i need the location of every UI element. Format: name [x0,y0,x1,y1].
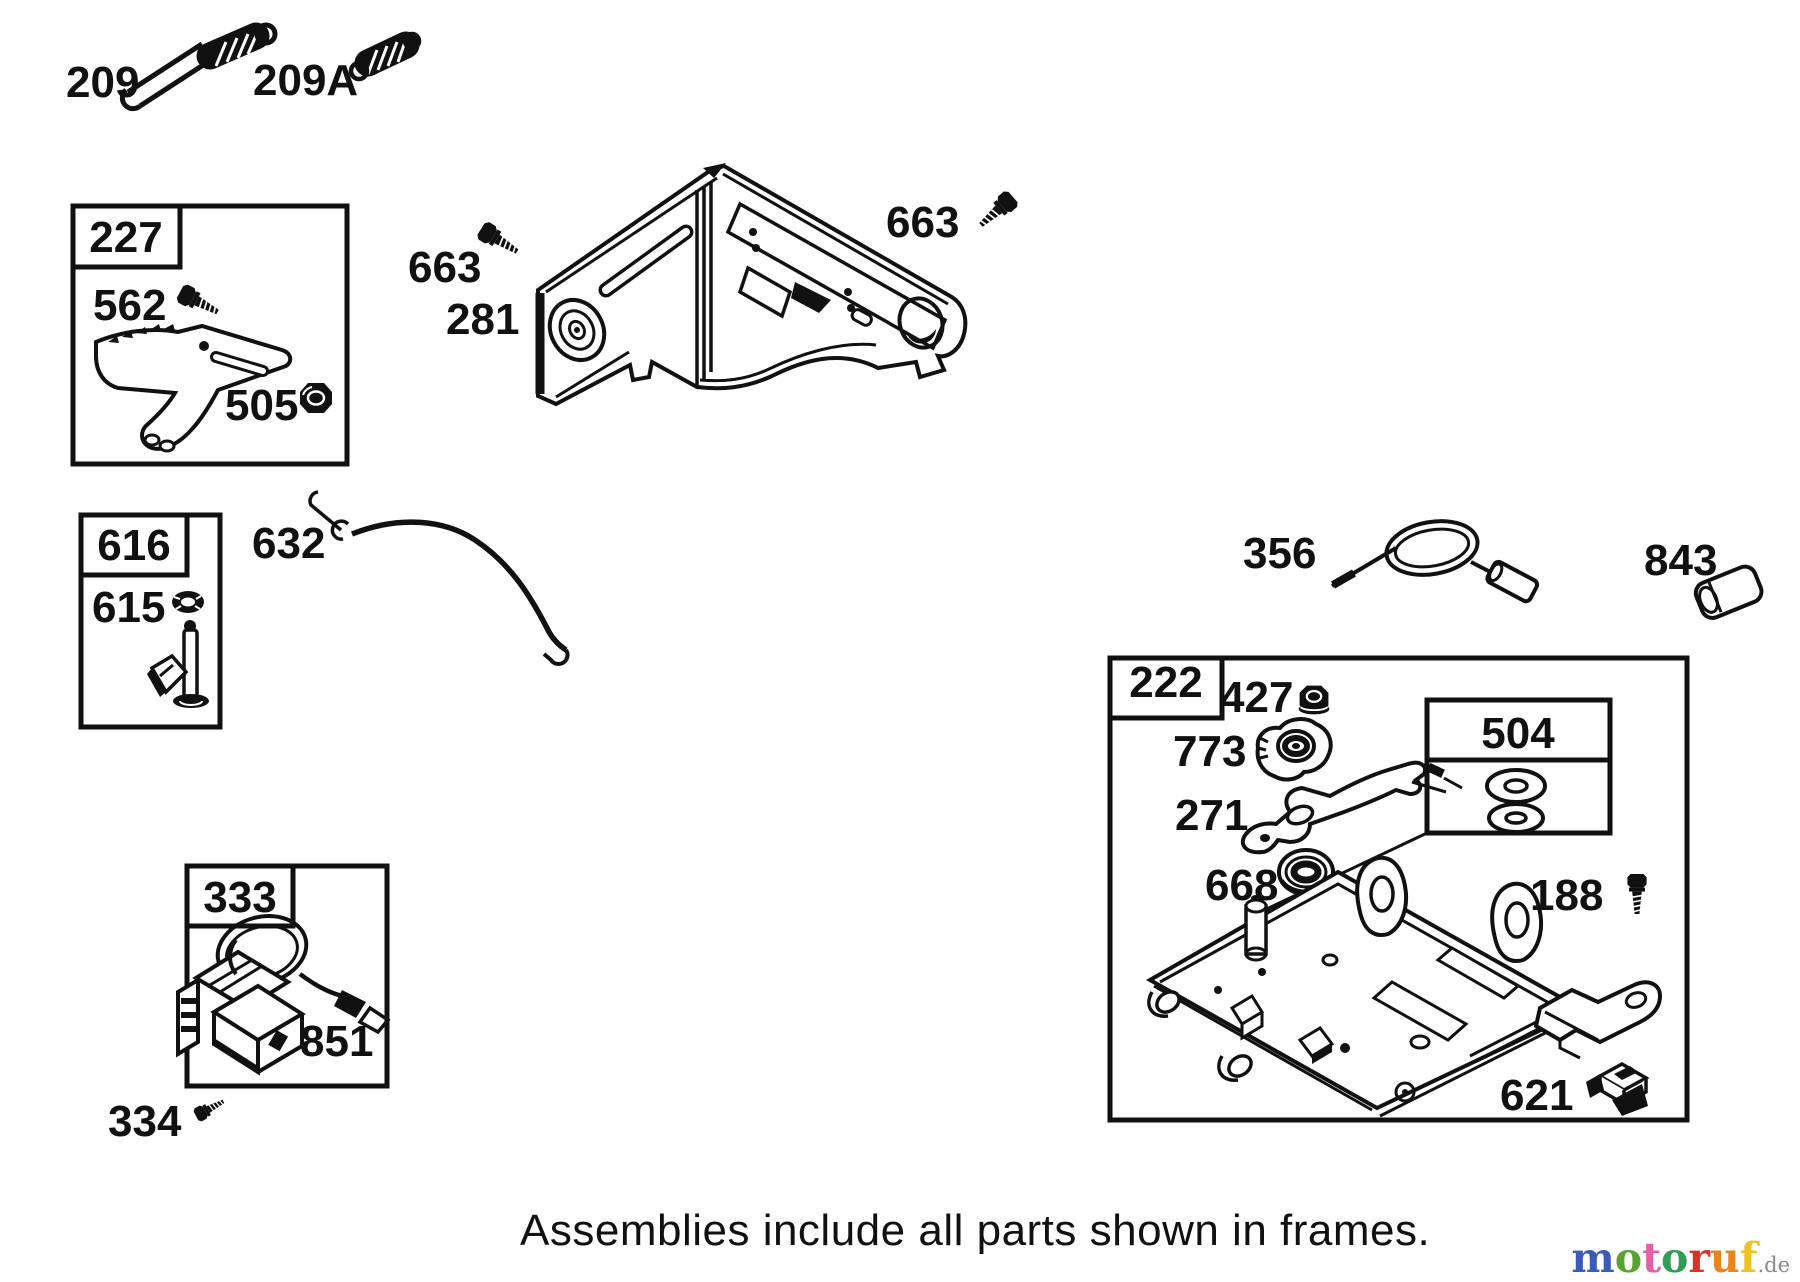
part-label-668: 668 [1205,861,1279,910]
clip-621-drawing [1586,1064,1648,1116]
screw-188-drawing [1627,874,1646,914]
logo-letter: o [1614,1234,1643,1282]
washer-615-drawing [172,591,204,613]
part-label-356: 356 [1243,529,1317,578]
part-label-562: 562 [93,281,167,330]
frame-label-616: 616 [97,521,171,570]
frame-label-227: 227 [89,213,163,262]
logo-letter: f [1739,1234,1758,1282]
part-label-632: 632 [252,519,326,568]
part-label-843: 843 [1644,536,1718,585]
part-label-621: 621 [1500,1071,1574,1120]
frame-label-333: 333 [203,873,277,922]
assemblies-note: Assemblies include all parts shown in frames. [520,1206,1431,1255]
spring-209a-drawing [351,34,419,79]
part-label-188: 188 [1530,871,1604,920]
part-label-271: 271 [1175,791,1249,840]
nut-505-drawing [300,383,332,413]
logo-letter: m [1571,1234,1615,1282]
part-label-334: 334 [108,1097,182,1146]
bolt-562-drawing [175,283,222,321]
part-label-209a: 209A [253,56,359,105]
part-label-663-right: 663 [886,198,960,247]
pin-616-drawing [147,620,209,708]
logo-letter: r [1688,1234,1710,1282]
frame-label-222: 222 [1129,658,1203,707]
part-label-663-left: 663 [408,243,482,292]
part-label-773: 773 [1173,727,1247,776]
logo-suffix: .de [1757,1253,1790,1277]
spring-link-356-drawing [1332,514,1539,603]
part-label-615: 615 [92,583,166,632]
logo-letter: o [1661,1234,1689,1282]
part-label-281: 281 [446,295,520,344]
frame-label-504: 504 [1481,709,1555,758]
logo-letter: t [1642,1234,1662,1282]
nut-427-drawing [1299,686,1330,715]
screw-334-drawing [193,1095,227,1123]
part-label-505: 505 [225,381,299,430]
part-label-209: 209 [66,58,140,107]
bolt-663-left-drawing [476,220,523,260]
washers-504-drawing [1487,770,1545,832]
part-label-427: 427 [1220,673,1294,722]
part-label-851: 851 [300,1017,374,1066]
bolt-663-right-drawing [974,189,1019,232]
wire-link-632-drawing [310,492,567,664]
logo-letter: u [1710,1234,1740,1282]
governor-cam-773-drawing [1258,719,1331,779]
motoruf-logo[interactable] [1571,1234,1790,1282]
